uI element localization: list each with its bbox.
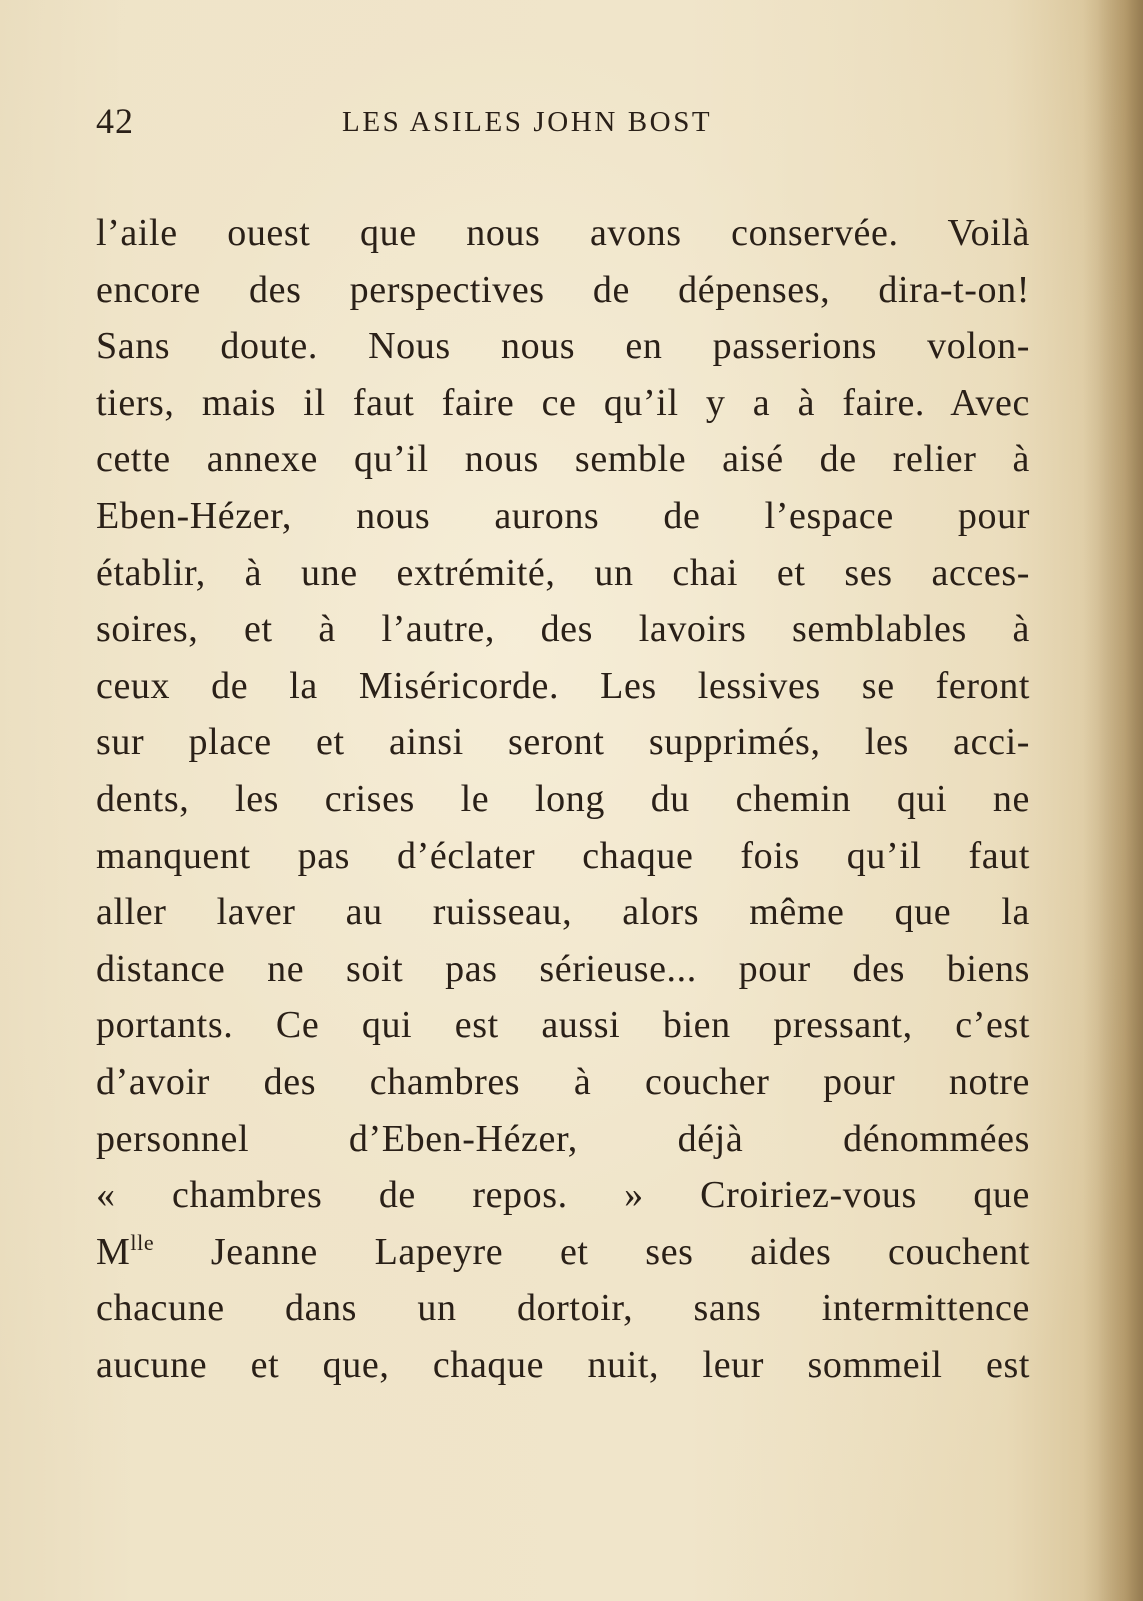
text-line: l’aile ouest que nous avons conservée. Voilà xyxy=(96,212,1030,254)
body-text xyxy=(96,205,1030,1393)
text-line: « chambres de repos. » Croiriez-vous que xyxy=(96,1174,1030,1217)
text-line: aucune et que, chaque nuit, leur sommeil est xyxy=(96,1343,1030,1386)
text-line: Eben-Hézer, nous aurons de l’espace pour xyxy=(96,494,1030,537)
text-line: portants. Ce qui est aussi bien pressant, c’est xyxy=(96,1004,1030,1047)
honorific: M xyxy=(96,1230,131,1273)
text-line: d’avoir des chambres à coucher pour notre xyxy=(96,1060,1030,1103)
text-line-with-superscript xyxy=(96,1224,1030,1281)
text-line: distance ne soit pas sérieuse... pour des biens xyxy=(96,947,1030,990)
page-number: 42 xyxy=(96,101,134,141)
text-line: encore des perspectives de dépenses, dira-t-on! xyxy=(96,268,1030,311)
text-line: aller laver au ruisseau, alors même que la xyxy=(96,891,1030,934)
text-line: cette annexe qu’il nous semble aisé de relier à xyxy=(96,438,1030,481)
running-title: LES ASILES JOHN BOST xyxy=(342,106,713,138)
text-line: établir, à une extrémité, un chai et ses acces- xyxy=(96,551,1030,594)
text-line: sur place et ainsi seront supprimés, les acci- xyxy=(96,721,1030,764)
text-line: chacune dans un dortoir, sans intermittence xyxy=(96,1287,1030,1330)
running-head xyxy=(96,100,1032,156)
text-line: ceux de la Miséricorde. Les lessives se feront xyxy=(96,664,1030,707)
text-line: soires, et à l’autre, des lavoirs semblables à xyxy=(96,608,1030,651)
line-remainder: Jeanne Lapeyre et ses aides couchent xyxy=(154,1230,1030,1273)
text-line: dents, les crises le long du chemin qui ne xyxy=(96,777,1030,820)
text-line: tiers, mais il faut faire ce qu’il y a à faire. Avec xyxy=(96,381,1030,424)
text-line: personnel d’Eben-Hézer, déjà dénommées xyxy=(96,1117,1030,1160)
text-line: Sans doute. Nous nous en passerions volon- xyxy=(96,325,1030,368)
text-line: manquent pas d’éclater chaque fois qu’il faut xyxy=(96,834,1030,877)
honorific-superscript: lle xyxy=(130,1229,155,1255)
